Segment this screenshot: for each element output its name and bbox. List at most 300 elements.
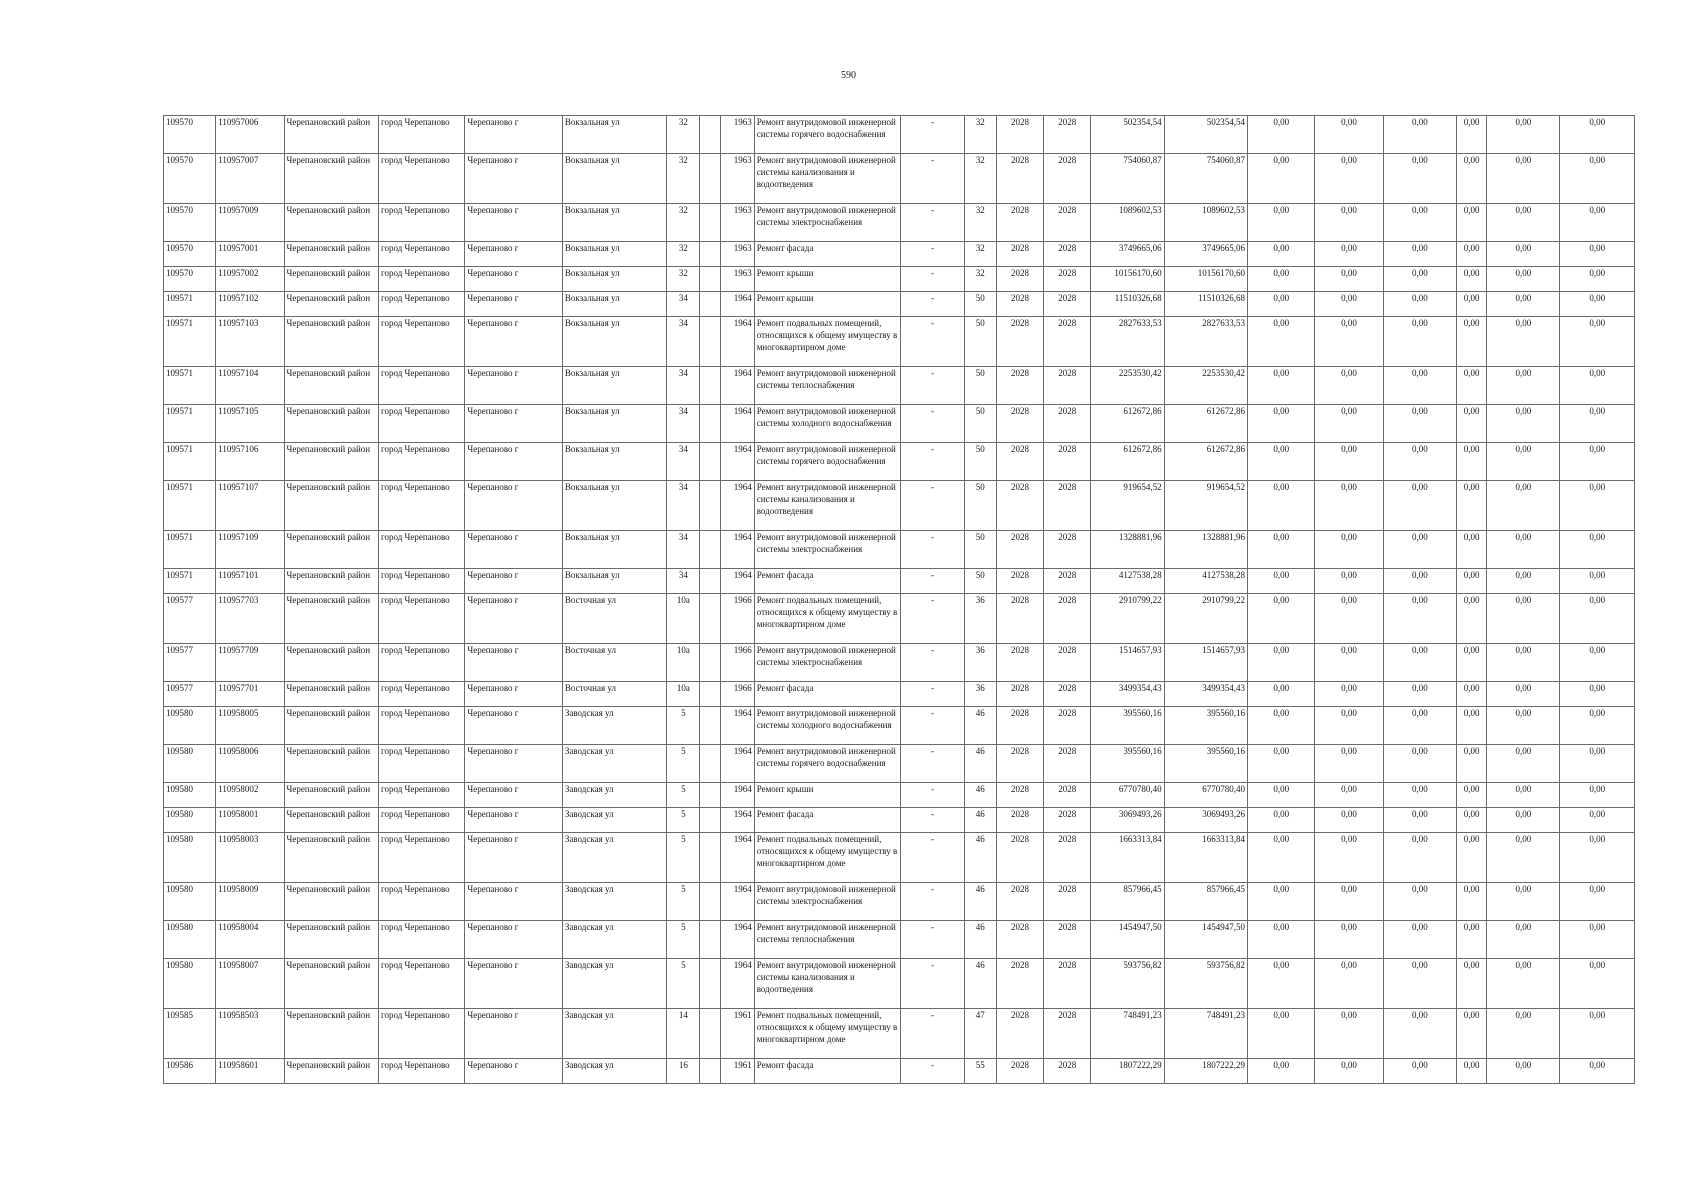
- cell-settlement: Черепаново г: [465, 1009, 562, 1059]
- cell-district: Черепановский район: [284, 783, 378, 808]
- cell-apartments: 32: [964, 154, 996, 204]
- cell-work-note: -: [901, 682, 964, 707]
- cell-total-cost: 10156170,60: [1091, 267, 1164, 292]
- cell-work-id: 110957002: [216, 267, 284, 292]
- cell-work-id: 110958006: [216, 745, 284, 783]
- cell-house-id: 109577: [164, 644, 216, 682]
- cell-cost-local: 0,00: [1383, 154, 1456, 204]
- cell-municipality: город Черепаново: [378, 833, 464, 883]
- cell-municipality: город Черепаново: [378, 959, 464, 1009]
- cell-house-number: 5: [667, 833, 700, 883]
- cell-cost-owners: 0,00: [1457, 1009, 1487, 1059]
- cell-total-cost: 2910799,22: [1091, 594, 1164, 644]
- cell-fund-cost: 6770780,40: [1164, 783, 1247, 808]
- cell-municipality: город Черепаново: [378, 317, 464, 367]
- cell-house-id: 109585: [164, 1009, 216, 1059]
- cell-year-start: 2028: [996, 745, 1043, 783]
- cell-apartments: 32: [964, 267, 996, 292]
- cell-district: Черепановский район: [284, 116, 378, 154]
- cell-cost-federal: 0,00: [1248, 808, 1315, 833]
- cell-building: [700, 481, 720, 531]
- cell-settlement: Черепаново г: [465, 682, 562, 707]
- cell-year-end: 2028: [1044, 481, 1091, 531]
- cell-total-cost: 1514657,93: [1091, 644, 1164, 682]
- cell-year-built: 1964: [720, 405, 754, 443]
- cell-total-cost: 1328881,96: [1091, 531, 1164, 569]
- cell-district: Черепановский район: [284, 405, 378, 443]
- cell-house-number: 5: [667, 883, 700, 921]
- cell-cost-other: 0,00: [1487, 367, 1560, 405]
- cell-cost-local: 0,00: [1383, 883, 1456, 921]
- cell-house-number: 5: [667, 808, 700, 833]
- cell-work-id: 110957001: [216, 242, 284, 267]
- cell-building: [700, 594, 720, 644]
- table-row: [164, 242, 1635, 267]
- cell-cost-regional: 0,00: [1315, 833, 1383, 883]
- cell-cost-reserve: 0,00: [1560, 644, 1635, 682]
- cell-house-id: 109570: [164, 242, 216, 267]
- cell-total-cost: 395560,16: [1091, 745, 1164, 783]
- cell-cost-federal: 0,00: [1248, 833, 1315, 883]
- cell-apartments: 50: [964, 531, 996, 569]
- cell-house-number: 10а: [667, 682, 700, 707]
- cell-municipality: город Черепаново: [378, 481, 464, 531]
- cell-settlement: Черепаново г: [465, 292, 562, 317]
- cell-settlement: Черепаново г: [465, 783, 562, 808]
- cell-settlement: Черепаново г: [465, 707, 562, 745]
- cell-street: Вокзальная ул: [562, 367, 666, 405]
- cell-work-id: 110957104: [216, 367, 284, 405]
- cell-house-number: 34: [667, 405, 700, 443]
- cell-total-cost: 857966,45: [1091, 883, 1164, 921]
- cell-cost-other: 0,00: [1487, 481, 1560, 531]
- cell-fund-cost: 2253530,42: [1164, 367, 1247, 405]
- cell-settlement: Черепаново г: [465, 594, 562, 644]
- cell-year-end: 2028: [1044, 317, 1091, 367]
- cell-year-built: 1964: [720, 531, 754, 569]
- cell-cost-other: 0,00: [1487, 443, 1560, 481]
- cell-fund-cost: 395560,16: [1164, 707, 1247, 745]
- cell-year-end: 2028: [1044, 292, 1091, 317]
- cell-cost-federal: 0,00: [1248, 405, 1315, 443]
- cell-work-id: 110958001: [216, 808, 284, 833]
- cell-house-number: 32: [667, 242, 700, 267]
- cell-district: Черепановский район: [284, 267, 378, 292]
- cell-fund-cost: 1807222,29: [1164, 1059, 1247, 1084]
- cell-house-id: 109580: [164, 783, 216, 808]
- cell-house-id: 109571: [164, 292, 216, 317]
- cell-work-type: Ремонт подвальных помещений, относящихся к общему имуществу в многоквартирном доме: [754, 594, 901, 644]
- cell-cost-other: 0,00: [1487, 116, 1560, 154]
- cell-year-start: 2028: [996, 405, 1043, 443]
- cell-settlement: Черепаново г: [465, 833, 562, 883]
- cell-house-number: 34: [667, 531, 700, 569]
- cell-year-built: 1964: [720, 317, 754, 367]
- cell-apartments: 50: [964, 443, 996, 481]
- cell-fund-cost: 1089602,53: [1164, 204, 1247, 242]
- cell-year-built: 1964: [720, 833, 754, 883]
- cell-building: [700, 242, 720, 267]
- cell-district: Черепановский район: [284, 292, 378, 317]
- cell-street: Вокзальная ул: [562, 531, 666, 569]
- cell-cost-reserve: 0,00: [1560, 594, 1635, 644]
- cell-year-built: 1964: [720, 481, 754, 531]
- cell-year-start: 2028: [996, 594, 1043, 644]
- cell-cost-local: 0,00: [1383, 594, 1456, 644]
- cell-year-built: 1966: [720, 682, 754, 707]
- cell-municipality: город Черепаново: [378, 531, 464, 569]
- cell-total-cost: 1454947,50: [1091, 921, 1164, 959]
- cell-year-start: 2028: [996, 959, 1043, 1009]
- cell-year-built: 1963: [720, 116, 754, 154]
- cell-apartments: 55: [964, 1059, 996, 1084]
- cell-apartments: 32: [964, 204, 996, 242]
- cell-cost-owners: 0,00: [1457, 644, 1487, 682]
- cell-work-note: -: [901, 116, 964, 154]
- cell-building: [700, 644, 720, 682]
- cell-cost-local: 0,00: [1383, 317, 1456, 367]
- cell-cost-federal: 0,00: [1248, 921, 1315, 959]
- cell-total-cost: 612672,86: [1091, 405, 1164, 443]
- cell-cost-owners: 0,00: [1457, 808, 1487, 833]
- cell-house-id: 109580: [164, 808, 216, 833]
- cell-cost-owners: 0,00: [1457, 959, 1487, 1009]
- cell-cost-federal: 0,00: [1248, 1059, 1315, 1084]
- cell-year-end: 2028: [1044, 833, 1091, 883]
- cell-cost-other: 0,00: [1487, 1059, 1560, 1084]
- cell-house-id: 109586: [164, 1059, 216, 1084]
- cell-settlement: Черепаново г: [465, 959, 562, 1009]
- cell-work-note: -: [901, 204, 964, 242]
- cell-work-type: Ремонт внутридомовой инженерной системы холодного водоснабжения: [754, 707, 901, 745]
- cell-year-built: 1961: [720, 1059, 754, 1084]
- cell-cost-reserve: 0,00: [1560, 481, 1635, 531]
- cell-work-id: 110958503: [216, 1009, 284, 1059]
- cell-cost-local: 0,00: [1383, 745, 1456, 783]
- cell-fund-cost: 2827633,53: [1164, 317, 1247, 367]
- cell-total-cost: 612672,86: [1091, 443, 1164, 481]
- cell-cost-other: 0,00: [1487, 682, 1560, 707]
- cell-work-note: -: [901, 833, 964, 883]
- cell-work-type: Ремонт подвальных помещений, относящихся к общему имуществу в многоквартирном доме: [754, 833, 901, 883]
- cell-cost-federal: 0,00: [1248, 783, 1315, 808]
- cell-year-start: 2028: [996, 531, 1043, 569]
- cell-cost-other: 0,00: [1487, 921, 1560, 959]
- cell-apartments: 46: [964, 745, 996, 783]
- cell-year-built: 1963: [720, 242, 754, 267]
- cell-year-start: 2028: [996, 569, 1043, 594]
- cell-building: [700, 1059, 720, 1084]
- cell-year-end: 2028: [1044, 808, 1091, 833]
- cell-municipality: город Черепаново: [378, 242, 464, 267]
- cell-cost-regional: 0,00: [1315, 959, 1383, 1009]
- cell-house-id: 109580: [164, 707, 216, 745]
- cell-year-start: 2028: [996, 242, 1043, 267]
- cell-building: [700, 921, 720, 959]
- cell-year-built: 1964: [720, 783, 754, 808]
- cell-year-start: 2028: [996, 204, 1043, 242]
- cell-municipality: город Черепаново: [378, 204, 464, 242]
- cell-apartments: 36: [964, 644, 996, 682]
- cell-year-built: 1964: [720, 569, 754, 594]
- cell-year-end: 2028: [1044, 242, 1091, 267]
- cell-year-end: 2028: [1044, 204, 1091, 242]
- cell-work-id: 110958003: [216, 833, 284, 883]
- cell-building: [700, 367, 720, 405]
- cell-cost-other: 0,00: [1487, 783, 1560, 808]
- cell-building: [700, 317, 720, 367]
- cell-work-id: 110958601: [216, 1059, 284, 1084]
- cell-house-number: 34: [667, 292, 700, 317]
- cell-fund-cost: 1663313,84: [1164, 833, 1247, 883]
- cell-municipality: город Черепаново: [378, 707, 464, 745]
- cell-year-end: 2028: [1044, 883, 1091, 921]
- cell-building: [700, 707, 720, 745]
- table-row: [164, 783, 1635, 808]
- cell-cost-local: 0,00: [1383, 1059, 1456, 1084]
- cell-work-id: 110958002: [216, 783, 284, 808]
- cell-municipality: город Черепаново: [378, 594, 464, 644]
- cell-house-id: 109570: [164, 116, 216, 154]
- cell-building: [700, 959, 720, 1009]
- cell-cost-owners: 0,00: [1457, 481, 1487, 531]
- cell-total-cost: 3069493,26: [1091, 808, 1164, 833]
- cell-cost-other: 0,00: [1487, 204, 1560, 242]
- cell-cost-local: 0,00: [1383, 116, 1456, 154]
- cell-municipality: город Черепаново: [378, 883, 464, 921]
- cell-district: Черепановский район: [284, 707, 378, 745]
- cell-cost-regional: 0,00: [1315, 204, 1383, 242]
- cell-cost-reserve: 0,00: [1560, 1059, 1635, 1084]
- cell-cost-regional: 0,00: [1315, 367, 1383, 405]
- cell-house-number: 5: [667, 745, 700, 783]
- cell-settlement: Черепаново г: [465, 481, 562, 531]
- cell-cost-local: 0,00: [1383, 644, 1456, 682]
- cell-district: Черепановский район: [284, 808, 378, 833]
- cell-cost-local: 0,00: [1383, 921, 1456, 959]
- table-row: [164, 883, 1635, 921]
- cell-district: Черепановский район: [284, 531, 378, 569]
- cell-cost-owners: 0,00: [1457, 569, 1487, 594]
- cell-cost-regional: 0,00: [1315, 267, 1383, 292]
- cell-cost-regional: 0,00: [1315, 1059, 1383, 1084]
- cell-cost-other: 0,00: [1487, 242, 1560, 267]
- cell-settlement: Черепаново г: [465, 808, 562, 833]
- cell-cost-owners: 0,00: [1457, 367, 1487, 405]
- cell-municipality: город Черепаново: [378, 808, 464, 833]
- cell-cost-reserve: 0,00: [1560, 707, 1635, 745]
- cell-street: Вокзальная ул: [562, 569, 666, 594]
- cell-work-type: Ремонт фасада: [754, 682, 901, 707]
- cell-work-note: -: [901, 569, 964, 594]
- cell-work-note: -: [901, 367, 964, 405]
- cell-total-cost: 919654,52: [1091, 481, 1164, 531]
- cell-cost-owners: 0,00: [1457, 204, 1487, 242]
- cell-building: [700, 682, 720, 707]
- cell-cost-local: 0,00: [1383, 783, 1456, 808]
- cell-street: Заводская ул: [562, 745, 666, 783]
- cell-year-start: 2028: [996, 707, 1043, 745]
- cell-apartments: 46: [964, 883, 996, 921]
- cell-year-end: 2028: [1044, 682, 1091, 707]
- cell-street: Вокзальная ул: [562, 267, 666, 292]
- cell-house-number: 10а: [667, 644, 700, 682]
- cell-district: Черепановский район: [284, 959, 378, 1009]
- cell-work-note: -: [901, 405, 964, 443]
- cell-cost-federal: 0,00: [1248, 745, 1315, 783]
- cell-cost-reserve: 0,00: [1560, 883, 1635, 921]
- cell-street: Заводская ул: [562, 1059, 666, 1084]
- cell-work-id: 110957701: [216, 682, 284, 707]
- cell-apartments: 47: [964, 1009, 996, 1059]
- cell-building: [700, 1009, 720, 1059]
- cell-total-cost: 11510326,68: [1091, 292, 1164, 317]
- cell-building: [700, 116, 720, 154]
- cell-cost-regional: 0,00: [1315, 921, 1383, 959]
- cell-cost-other: 0,00: [1487, 154, 1560, 204]
- cell-cost-federal: 0,00: [1248, 267, 1315, 292]
- cell-cost-local: 0,00: [1383, 569, 1456, 594]
- cell-cost-reserve: 0,00: [1560, 292, 1635, 317]
- cell-work-type: Ремонт внутридомовой инженерной системы канализования и водоотведения: [754, 154, 901, 204]
- cell-cost-reserve: 0,00: [1560, 833, 1635, 883]
- cell-district: Черепановский район: [284, 569, 378, 594]
- table-row: [164, 682, 1635, 707]
- cell-cost-reserve: 0,00: [1560, 569, 1635, 594]
- cell-cost-local: 0,00: [1383, 292, 1456, 317]
- cell-total-cost: 593756,82: [1091, 959, 1164, 1009]
- cell-cost-regional: 0,00: [1315, 883, 1383, 921]
- cell-fund-cost: 2910799,22: [1164, 594, 1247, 644]
- cell-year-built: 1964: [720, 443, 754, 481]
- cell-work-type: Ремонт внутридомовой инженерной системы горячего водоснабжения: [754, 443, 901, 481]
- cell-year-start: 2028: [996, 883, 1043, 921]
- cell-apartments: 46: [964, 959, 996, 1009]
- cell-fund-cost: 754060,87: [1164, 154, 1247, 204]
- cell-cost-federal: 0,00: [1248, 317, 1315, 367]
- cell-building: [700, 443, 720, 481]
- cell-year-end: 2028: [1044, 644, 1091, 682]
- cell-cost-regional: 0,00: [1315, 783, 1383, 808]
- cell-cost-reserve: 0,00: [1560, 154, 1635, 204]
- cell-apartments: 36: [964, 594, 996, 644]
- cell-cost-other: 0,00: [1487, 959, 1560, 1009]
- cell-cost-federal: 0,00: [1248, 883, 1315, 921]
- cell-cost-regional: 0,00: [1315, 154, 1383, 204]
- cell-building: [700, 267, 720, 292]
- cell-municipality: город Черепаново: [378, 154, 464, 204]
- cell-cost-federal: 0,00: [1248, 707, 1315, 745]
- cell-work-id: 110957006: [216, 116, 284, 154]
- cell-work-type: Ремонт внутридомовой инженерной системы электроснабжения: [754, 883, 901, 921]
- cell-work-note: -: [901, 443, 964, 481]
- cell-apartments: 46: [964, 783, 996, 808]
- table-row: [164, 116, 1635, 154]
- cell-municipality: город Черепаново: [378, 745, 464, 783]
- cell-year-built: 1963: [720, 267, 754, 292]
- cell-cost-regional: 0,00: [1315, 405, 1383, 443]
- cell-house-number: 14: [667, 1009, 700, 1059]
- cell-cost-federal: 0,00: [1248, 292, 1315, 317]
- cell-apartments: 50: [964, 481, 996, 531]
- cell-cost-local: 0,00: [1383, 808, 1456, 833]
- cell-work-type: Ремонт фасада: [754, 569, 901, 594]
- cell-fund-cost: 3069493,26: [1164, 808, 1247, 833]
- cell-building: [700, 883, 720, 921]
- cell-district: Черепановский район: [284, 317, 378, 367]
- cell-settlement: Черепаново г: [465, 644, 562, 682]
- cell-settlement: Черепаново г: [465, 921, 562, 959]
- cell-municipality: город Черепаново: [378, 292, 464, 317]
- cell-fund-cost: 10156170,60: [1164, 267, 1247, 292]
- cell-year-start: 2028: [996, 833, 1043, 883]
- cell-street: Заводская ул: [562, 959, 666, 1009]
- cell-year-start: 2028: [996, 317, 1043, 367]
- cell-building: [700, 808, 720, 833]
- cell-year-built: 1964: [720, 292, 754, 317]
- cell-work-note: -: [901, 1059, 964, 1084]
- capital-repair-table: [163, 115, 1635, 1084]
- cell-work-type: Ремонт внутридомовой инженерной системы теплоснабжения: [754, 921, 901, 959]
- cell-district: Черепановский район: [284, 883, 378, 921]
- cell-house-number: 10а: [667, 594, 700, 644]
- cell-cost-reserve: 0,00: [1560, 116, 1635, 154]
- cell-work-note: -: [901, 154, 964, 204]
- cell-year-built: 1964: [720, 707, 754, 745]
- cell-year-end: 2028: [1044, 367, 1091, 405]
- cell-cost-other: 0,00: [1487, 833, 1560, 883]
- cell-cost-federal: 0,00: [1248, 682, 1315, 707]
- cell-house-number: 5: [667, 783, 700, 808]
- cell-year-built: 1963: [720, 154, 754, 204]
- cell-total-cost: 502354,54: [1091, 116, 1164, 154]
- cell-fund-cost: 612672,86: [1164, 405, 1247, 443]
- cell-municipality: город Черепаново: [378, 644, 464, 682]
- cell-cost-federal: 0,00: [1248, 644, 1315, 682]
- cell-street: Вокзальная ул: [562, 405, 666, 443]
- cell-fund-cost: 919654,52: [1164, 481, 1247, 531]
- cell-cost-owners: 0,00: [1457, 154, 1487, 204]
- cell-cost-other: 0,00: [1487, 531, 1560, 569]
- cell-cost-local: 0,00: [1383, 1009, 1456, 1059]
- cell-building: [700, 569, 720, 594]
- cell-cost-regional: 0,00: [1315, 443, 1383, 481]
- table-row: [164, 833, 1635, 883]
- cell-cost-reserve: 0,00: [1560, 367, 1635, 405]
- cell-work-type: Ремонт крыши: [754, 783, 901, 808]
- cell-house-id: 109571: [164, 367, 216, 405]
- cell-settlement: Черепаново г: [465, 531, 562, 569]
- cell-district: Черепановский район: [284, 367, 378, 405]
- cell-cost-owners: 0,00: [1457, 405, 1487, 443]
- cell-work-note: -: [901, 594, 964, 644]
- cell-cost-regional: 0,00: [1315, 116, 1383, 154]
- cell-house-id: 109577: [164, 682, 216, 707]
- table-row: [164, 443, 1635, 481]
- cell-work-id: 110957101: [216, 569, 284, 594]
- cell-year-end: 2028: [1044, 154, 1091, 204]
- cell-work-id: 110957007: [216, 154, 284, 204]
- cell-apartments: 50: [964, 292, 996, 317]
- cell-cost-local: 0,00: [1383, 443, 1456, 481]
- cell-total-cost: 4127538,28: [1091, 569, 1164, 594]
- cell-year-start: 2028: [996, 367, 1043, 405]
- cell-cost-local: 0,00: [1383, 367, 1456, 405]
- cell-total-cost: 2253530,42: [1091, 367, 1164, 405]
- cell-year-end: 2028: [1044, 569, 1091, 594]
- table-row: [164, 959, 1635, 1009]
- cell-building: [700, 745, 720, 783]
